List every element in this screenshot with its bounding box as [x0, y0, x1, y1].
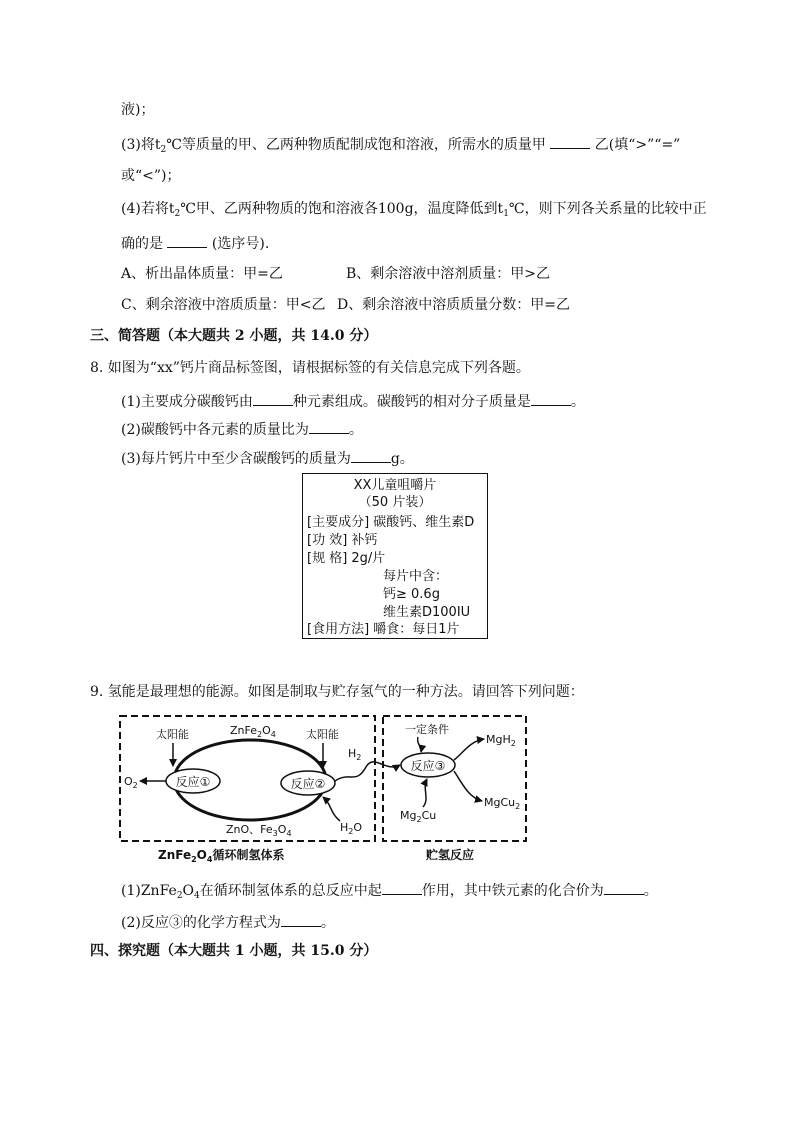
q9-p1-a: (1)ZnFe [121, 883, 177, 899]
label-title: XX儿童咀嚼片 [353, 478, 437, 493]
q7-option-c-text: C、剩余溶液中溶质质量：甲<乙 [121, 297, 326, 313]
q8-p1-blank2[interactable] [531, 391, 571, 406]
label-row-effect: [功 效] 补钙 [307, 533, 378, 548]
znfe2o4-sub2: 4 [270, 730, 276, 739]
mgh2-main: MgH [486, 733, 511, 746]
hydrogen-cycle-diagram [118, 713, 534, 865]
q7-part3 [121, 134, 680, 154]
h2o-label [340, 821, 362, 836]
mgh2-arrow [454, 739, 484, 760]
mg2cu-arrow [423, 779, 427, 807]
zno-fe3o4-b: O [277, 823, 287, 836]
q8-stem-text: 8. 如图为“xx”钙片商品标签图，请根据标签的有关信息完成下列各题。 [90, 360, 530, 376]
q8-part1 [121, 391, 585, 411]
q7-p3-b: ℃等质量的甲、乙两种物质配制成饱和溶液，所需水的质量甲 [166, 137, 551, 153]
q7-p4-c: ℃，则下列各关系量的比较中正 [508, 201, 707, 217]
cycle-caption-mid: O [196, 848, 207, 862]
cycle-caption-sub1: 2 [191, 855, 197, 864]
mg2cu-main: Mg [400, 809, 417, 822]
section-4-title-text: 四、探究题（本大题共 1 小题，共 15.0 分） [90, 943, 378, 959]
cycle-caption [158, 847, 284, 864]
q8-p2-a: (2)碳酸钙中各元素的质量比为 [121, 422, 309, 438]
q7-option-c [121, 296, 325, 314]
o2-main: O [124, 775, 133, 788]
label-row-spec: [规 格] 2g/片 [307, 551, 386, 566]
condition-label: 一定条件 [405, 723, 449, 736]
q9-p1-d: 作用，其中铁元素的化合价为 [421, 883, 604, 899]
q7-p3-sub: 2 [160, 145, 167, 155]
q8-part2 [121, 419, 363, 439]
calcium-tablet-label [302, 473, 488, 639]
q7-p4-blank[interactable] [167, 233, 207, 248]
label-row-per-tablet: 每片中含： [383, 569, 449, 584]
mgcu2-main: MgCu [484, 796, 516, 809]
section-4-title [90, 942, 377, 960]
zno-fe3o4-sub1: 3 [272, 829, 278, 838]
mgh2-sub: 2 [510, 739, 516, 748]
h2-main: H [348, 747, 357, 760]
h2o-arrow [323, 797, 340, 821]
zno-fe3o4-a: ZnO、Fe [226, 823, 273, 836]
q7-p3-cont-text: 或“<”)； [121, 168, 181, 184]
label-subtitle: （50 片装） [358, 495, 432, 510]
mgcu2-arrow [454, 771, 482, 801]
q9-p2-blank[interactable] [281, 912, 321, 927]
q8-part3 [121, 448, 414, 468]
q7-p4-sub2: 1 [503, 209, 509, 219]
q9-p1-blank2[interactable] [604, 880, 644, 895]
q7-p3-a: (3)将t [121, 137, 161, 153]
mg2cu-end: Cu [421, 809, 437, 822]
label-row-usage: [食用方法] 嚼食：每日1片 [307, 622, 460, 637]
q7-option-b [346, 265, 550, 283]
q7-p4-cont-a: 确的是 [121, 236, 168, 252]
storage-caption: 贮氢反应 [426, 848, 475, 862]
q7-option-a [121, 265, 283, 283]
q9-p1-sub2: 4 [194, 891, 200, 901]
mg2cu-label [400, 809, 436, 824]
zno-fe3o4-sub2: 4 [286, 829, 292, 838]
q7-p4-a: (4)若将t [121, 201, 175, 217]
cycle-caption-end: 循环制氢体系 [212, 848, 285, 862]
o2-sub: 2 [132, 781, 138, 790]
cycle-caption-main: ZnFe [158, 848, 192, 862]
reaction-1-label: 反应① [175, 775, 211, 789]
label-row-vitamin: 维生素D100IU [383, 605, 471, 620]
label-row-calcium: 钙≥ 0.6g [383, 587, 440, 602]
q8-p1-a: (1)主要成分碳酸钙由 [121, 394, 253, 410]
q8-p2-b: 。 [348, 422, 363, 438]
condition-arrow [418, 737, 422, 752]
mgcu2-sub: 2 [515, 802, 521, 811]
h2-label [348, 747, 361, 762]
label-row-ingredients: [主要成分] 碳酸钙、维生素D [307, 515, 475, 530]
q8-p3-a: (3)每片钙片中至少含碳酸钙的质量为 [121, 451, 351, 467]
q8-p2-blank[interactable] [309, 419, 349, 434]
mg2cu-sub: 2 [416, 815, 422, 824]
o2-label [124, 775, 138, 790]
q8-p1-blank1[interactable] [253, 391, 293, 406]
q9-p1-e: 。 [643, 883, 658, 899]
q9-p2-b: 。 [320, 915, 335, 931]
reaction-3-label: 反应③ [410, 759, 446, 773]
q9-p1-c: 在循环制氢体系的总反应中起 [199, 883, 382, 899]
q7-part4-cont [121, 233, 269, 253]
q8-p3-b: g。 [390, 451, 414, 467]
q8-p1-c: 。 [570, 394, 585, 410]
q8-stem [90, 359, 530, 377]
q8-p3-blank[interactable] [351, 448, 391, 463]
q9-p1-b: O [182, 883, 195, 899]
q9-p1-sub1: 2 [176, 891, 183, 901]
q7-part4 [121, 200, 707, 218]
mgh2-label [486, 733, 516, 748]
q7-p3-blank[interactable] [550, 134, 590, 149]
q7-p4-cont-b: (选序号). [207, 236, 270, 252]
q9-p2-a: (2)反应③的化学方程式为 [121, 915, 281, 931]
h2-sub: 2 [356, 753, 362, 762]
q9-stem [90, 683, 584, 701]
q9-p1-blank1[interactable] [382, 880, 422, 895]
znfe2o4-label [230, 724, 276, 739]
q7-cont-text: 液)； [121, 102, 155, 118]
q9-part2 [121, 912, 335, 932]
znfe2o4-main: ZnFe [230, 724, 258, 737]
znfe2o4-sub1: 2 [257, 730, 263, 739]
q9-stem-text: 9. 氢能是最理想的能源。如图是制取与贮存氢气的一种方法。请回答下列问题： [90, 684, 584, 700]
section-3-title-text: 三、简答题（本大题共 2 小题，共 14.0 分） [90, 328, 378, 344]
znfe2o4-mid: O [262, 724, 271, 737]
cycle-caption-sub2: 4 [206, 855, 213, 864]
q7-option-a-text: A、析出晶体质量：甲=乙 [121, 266, 283, 282]
h2o-main: H [340, 821, 349, 834]
q7-option-d [337, 296, 570, 314]
q7-p4-b: ℃甲、乙两种物质的饱和溶液各100g，温度降低到t [180, 201, 504, 217]
q9-part1 [121, 880, 658, 900]
q7-option-b-text: B、剩余溶液中溶剂质量：甲>乙 [346, 266, 551, 282]
mgcu2-label [484, 796, 520, 811]
section-3-title [90, 327, 377, 345]
q8-p1-b: 种元素组成。碳酸钙的相对分子质量是 [292, 394, 531, 410]
q7-cont [121, 101, 154, 119]
zno-fe3o4-label [226, 823, 292, 838]
q7-p3-c: 乙(填“>”“=” [590, 137, 681, 153]
h2o-end: O [353, 821, 363, 834]
solar-energy-label-2: 太阳能 [306, 728, 339, 741]
h2-arrow [335, 762, 400, 781]
q7-option-d-text: D、剩余溶液中溶质质量分数：甲=乙 [337, 297, 570, 313]
q7-part3-cont [121, 167, 181, 185]
solar-energy-label-1: 太阳能 [156, 728, 189, 741]
reaction-2-label: 反应② [290, 777, 326, 791]
q7-p4-sub1: 2 [174, 209, 181, 219]
h2o-sub: 2 [348, 827, 354, 836]
